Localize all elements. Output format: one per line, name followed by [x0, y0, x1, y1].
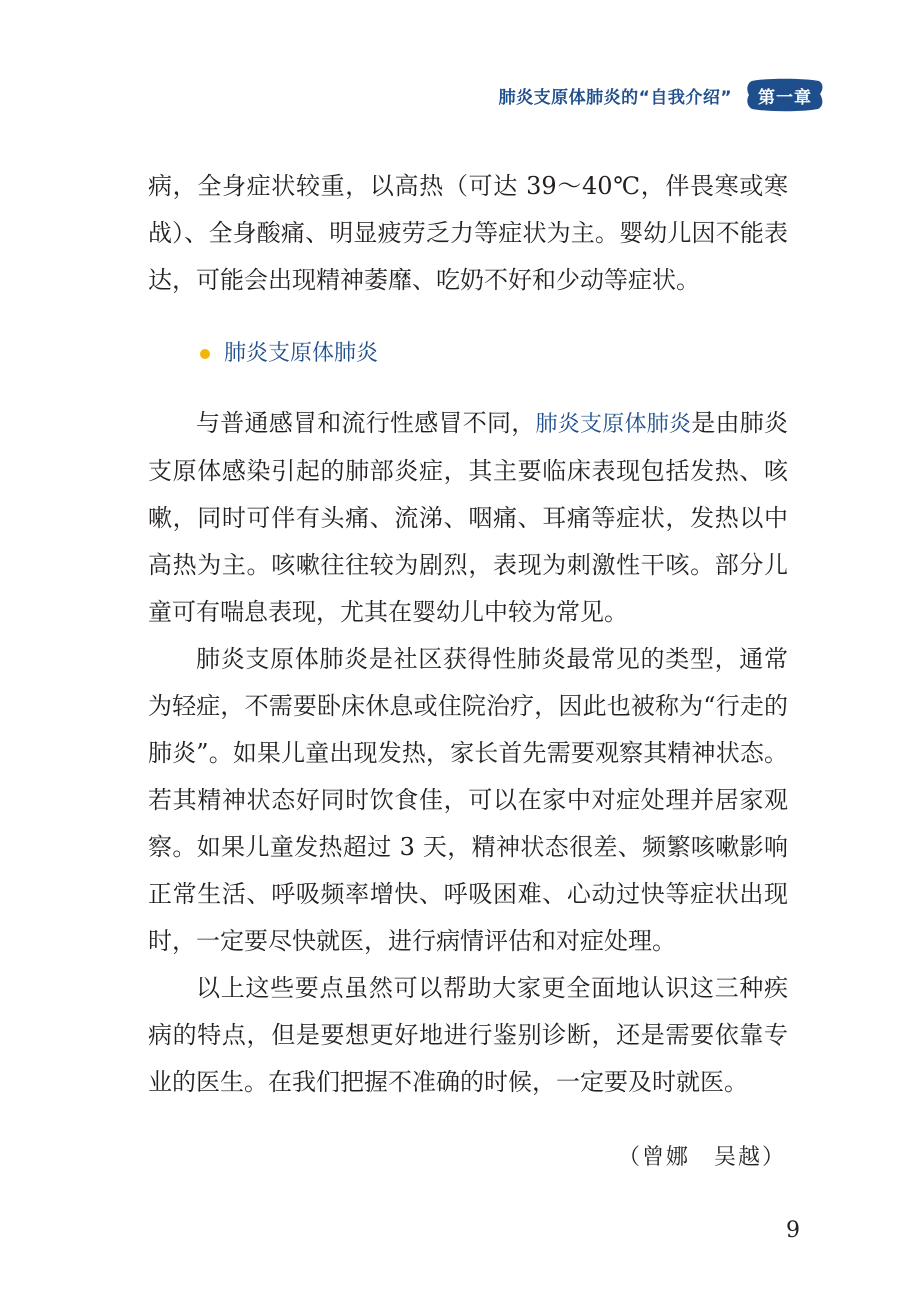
paragraph-definition: [148, 400, 788, 636]
paragraph-walking-pneumonia: 肺炎支原体肺炎是社区获得性肺炎最常见的类型，通常为轻症，不需要卧床休息或住院治疗，因此也被称为“行走的肺炎”。如果儿童出现发热，家长首先需要观察其精神状态。若其精神状态好同时饮食佳，可以在家中对症处理并居家观察。如果儿童发热超过 3 天，精神状态很差、频繁咳嗽影响正常生活、呼吸频率增快、呼吸困难、心动过快等症状出现时，一定要尽快就医，进行病情评估和对症处理。: [148, 645, 788, 955]
header-title: 肺炎支原体肺炎的“自我介绍”: [498, 87, 732, 108]
section-heading: [148, 334, 788, 374]
bullet-dot-icon: [200, 349, 210, 359]
running-header: [499, 78, 824, 112]
section-title: 肺炎支原体肺炎: [224, 341, 379, 366]
paragraph-definition-rest: 是由肺炎支原体感染引起的肺部炎症，其主要临床表现包括发热、咳嗽，同时可伴有头痛、流涕、咽痛、耳痛等症状，发热以中高热为主。咳嗽往往较为剧烈，表现为刺激性干咳。部分儿童可有喘息表现，尤其在婴幼儿中较为常见。: [148, 409, 788, 626]
chapter-badge: [746, 78, 824, 112]
page-number: 9: [786, 1218, 800, 1243]
highlight-term: 肺炎支原体肺炎: [535, 412, 692, 437]
authors: （曾娜 吴越）: [617, 1145, 786, 1170]
chapter-label: 第一章: [758, 87, 812, 108]
intro-paragraph: 病，全身症状较重，以高热（可达 39～40℃，伴畏寒或寒战）、全身酸痛、明显疲劳乏力等症状为主。婴幼儿因不能表达，可能会出现精神萎靡、吃奶不好和少动等症状。: [148, 172, 788, 294]
page-body: [148, 163, 788, 1106]
paragraph-conclusion: 以上这些要点虽然可以帮助大家更全面地认识这三种疾病的特点，但是要想更好地进行鉴别诊断，还是需要依靠专业的医生。在我们把握不准确的时候，一定要及时就医。: [148, 974, 788, 1096]
paragraph-definition-lead: 与普通感冒和流行性感冒不同，: [196, 409, 536, 437]
